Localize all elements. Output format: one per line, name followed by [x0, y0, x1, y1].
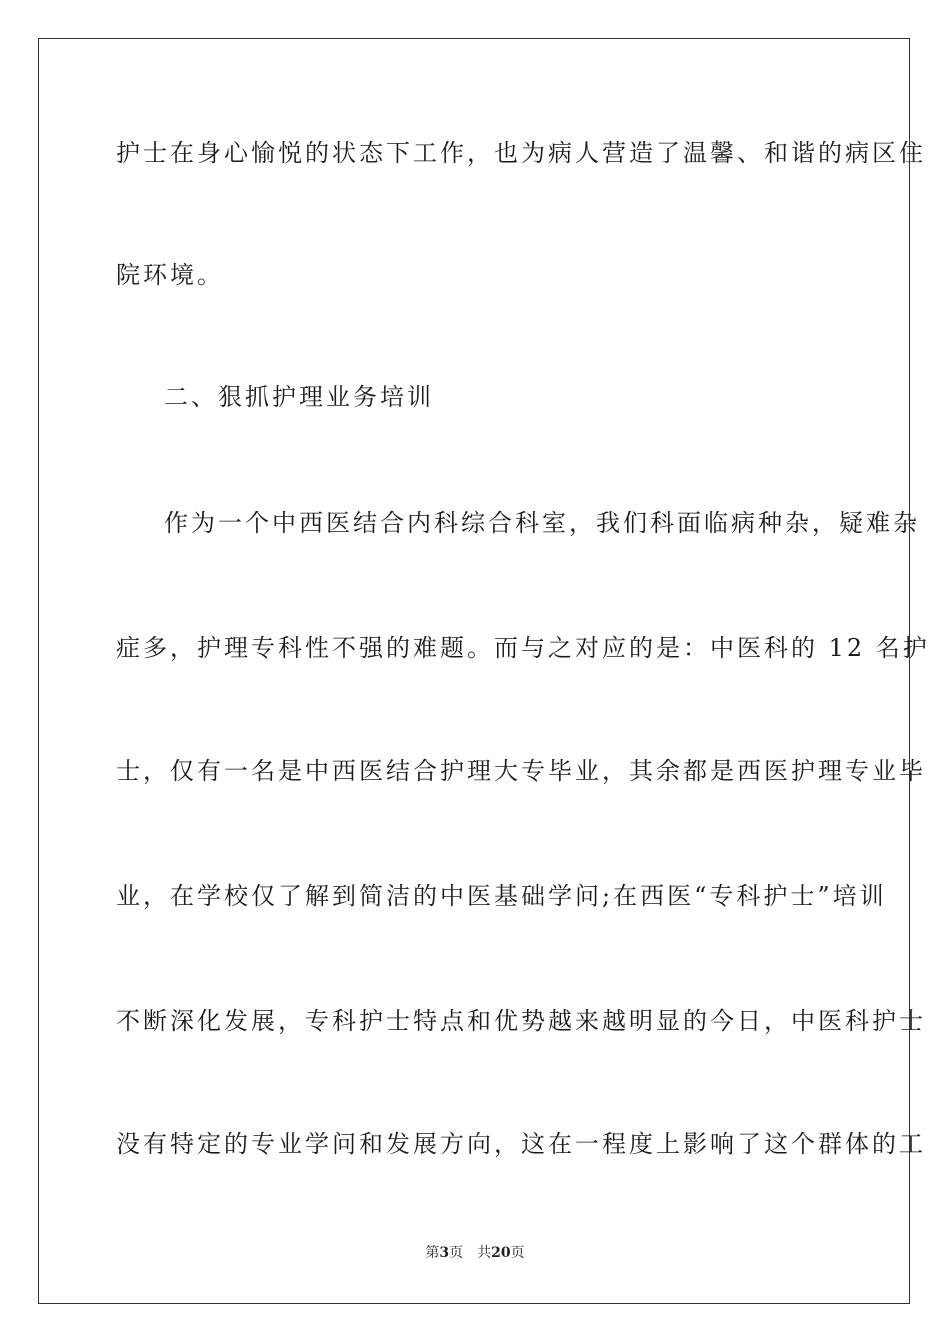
- page-footer: [0, 1243, 950, 1263]
- page-suffix: 页: [449, 1245, 464, 1261]
- paragraph-line-1: 护士在身心愉悦的状态下工作，也为病人营造了温馨、和谐的病区住: [116, 139, 926, 167]
- total-suffix: 页: [510, 1245, 525, 1261]
- paragraph-line-8: 没有特定的专业学问和发展方向，这在一程度上影响了这个群体的工: [116, 1130, 926, 1158]
- page-prefix: 第: [425, 1245, 440, 1261]
- paragraph-line-7: 不断深化发展，专科护士特点和优势越来越明显的今日，中医科护士: [116, 1007, 926, 1035]
- total-prefix: 共: [477, 1245, 492, 1261]
- section-heading: 二、狠抓护理业务培训: [164, 383, 434, 411]
- total-pages: 20: [491, 1245, 511, 1261]
- paragraph-line-5: 士，仅有一名是中西医结合护理大专毕业，其余都是西医护理专业毕: [116, 757, 926, 785]
- page-number: 3: [439, 1245, 450, 1261]
- paragraph-line-2: 院环境。: [116, 261, 224, 289]
- paragraph-line-3: 作为一个中西医结合内科综合科室，我们科面临病种杂，疑难杂: [164, 509, 920, 537]
- page-border: [38, 38, 930, 1304]
- paragraph-line-4: 症多，护理专科性不强的难题。而与之对应的是：中医科的 12 名护: [116, 634, 930, 662]
- paragraph-line-6: 业，在学校仅了解到简洁的中医基础学问;在西医“专科护士”培训: [116, 882, 887, 910]
